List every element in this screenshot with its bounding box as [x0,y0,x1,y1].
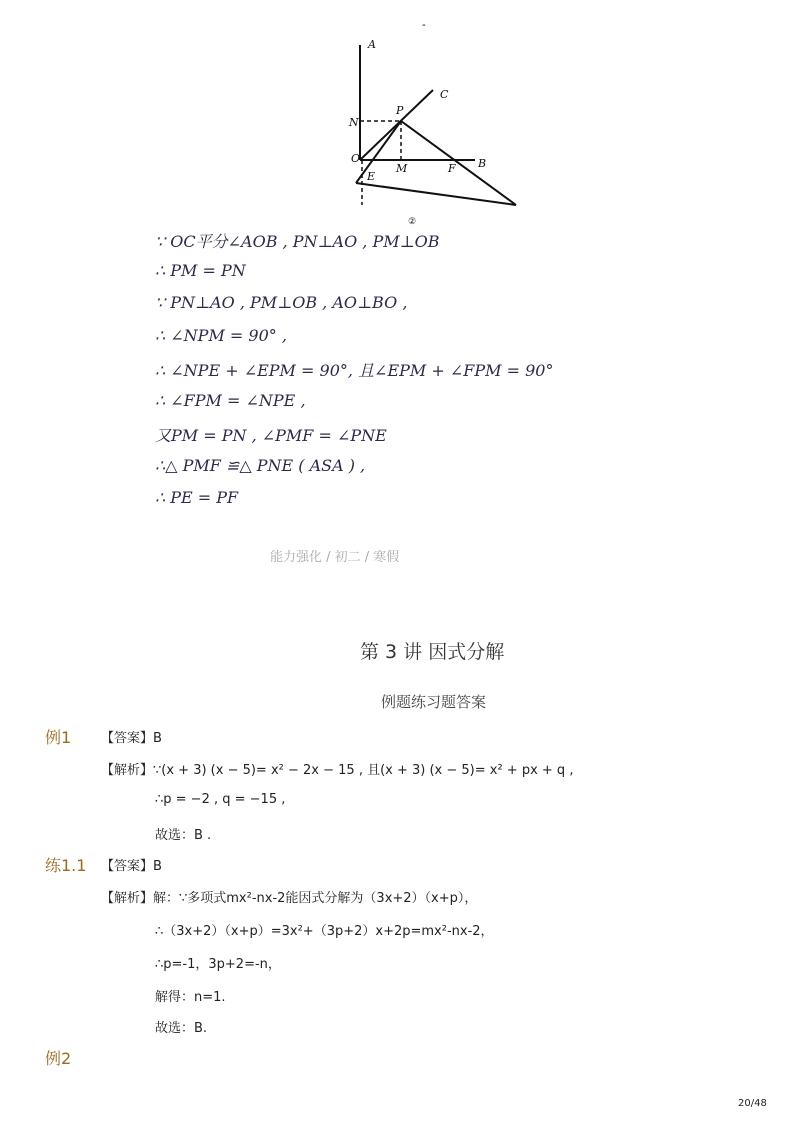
proof-line-5: ∴ ∠NPE + ∠EPM = 90°, 且∠EPM + ∠FPM = 90° [155,361,554,380]
label-P: P [396,104,404,117]
proof-line-7: 又PM = PN , ∠PMF = ∠PNE [155,426,387,445]
page-number: 20/48 [738,1098,767,1109]
label-C: C [440,88,449,101]
geometry-figure [330,18,530,228]
label-M: M [396,162,408,175]
proof-line-3: ∵ PN⊥AO , PM⊥OB , AO⊥BO , [155,293,408,312]
section-subtitle: 例题练习题答案 [381,693,487,711]
label-N: N [349,116,359,129]
label-O: O [351,152,361,165]
lecture-title: 第 3 讲 因式分解 [360,641,505,663]
example-1-analysis-2: ∴p = −2 , q = −15 , [155,792,286,807]
practice-1-1-analysis-2: ∴（3x+2）（x+p）=3x²+（3p+2）x+2p=mx²-nx-2， [155,924,494,939]
label-E: E [367,170,376,183]
example-2-label: 例2 [45,1049,72,1068]
proof-line-8: ∴△ PMF ≌△ PNE ( ASA ) , [155,456,366,475]
figure-top-mark: - [422,18,426,31]
practice-1-1-analysis-5: 故选：B. [155,1021,208,1036]
example-1-label: 例1 [45,728,72,747]
label-F: F [448,162,456,175]
practice-1-1-answer: 【答案】B [101,859,162,874]
label-B: B [478,157,487,170]
practice-1-1-analysis-1: 【解析】解：∵多项式mx²-nx-2能因式分解为（3x+2）（x+p）， [101,891,478,906]
proof-line-6: ∴ ∠FPM = ∠NPE , [155,391,306,410]
example-1-analysis-3: 故选：B . [155,828,212,843]
proof-line-9: ∴ PE = PF [155,488,239,507]
line-OC [360,90,433,160]
example-1-answer: 【答案】B [101,731,162,746]
label-A: A [368,38,376,51]
practice-1-1-label: 练1.1 [45,856,87,875]
line-PE [356,121,401,183]
proof-line-2: ∴ PM = PN [155,261,246,280]
practice-1-1-analysis-3: ∴p=-1，3p+2=-n， [155,957,281,972]
proof-line-4: ∴ ∠NPM = 90° , [155,326,287,345]
practice-1-1-analysis-4: 解得：n=1. [155,990,226,1005]
figure-caption: ② [408,217,417,227]
proof-line-1: ∵ OC平分∠AOB , PN⊥AO , PM⊥OB [155,232,440,251]
footer-strip: 能力强化 / 初二 / 寒假 [270,550,400,565]
example-1-analysis-1: 【解析】∵(x + 3) (x − 5)= x² − 2x − 15 , 且(x + 3) (x − 5)= x² + px + q , [101,763,574,778]
